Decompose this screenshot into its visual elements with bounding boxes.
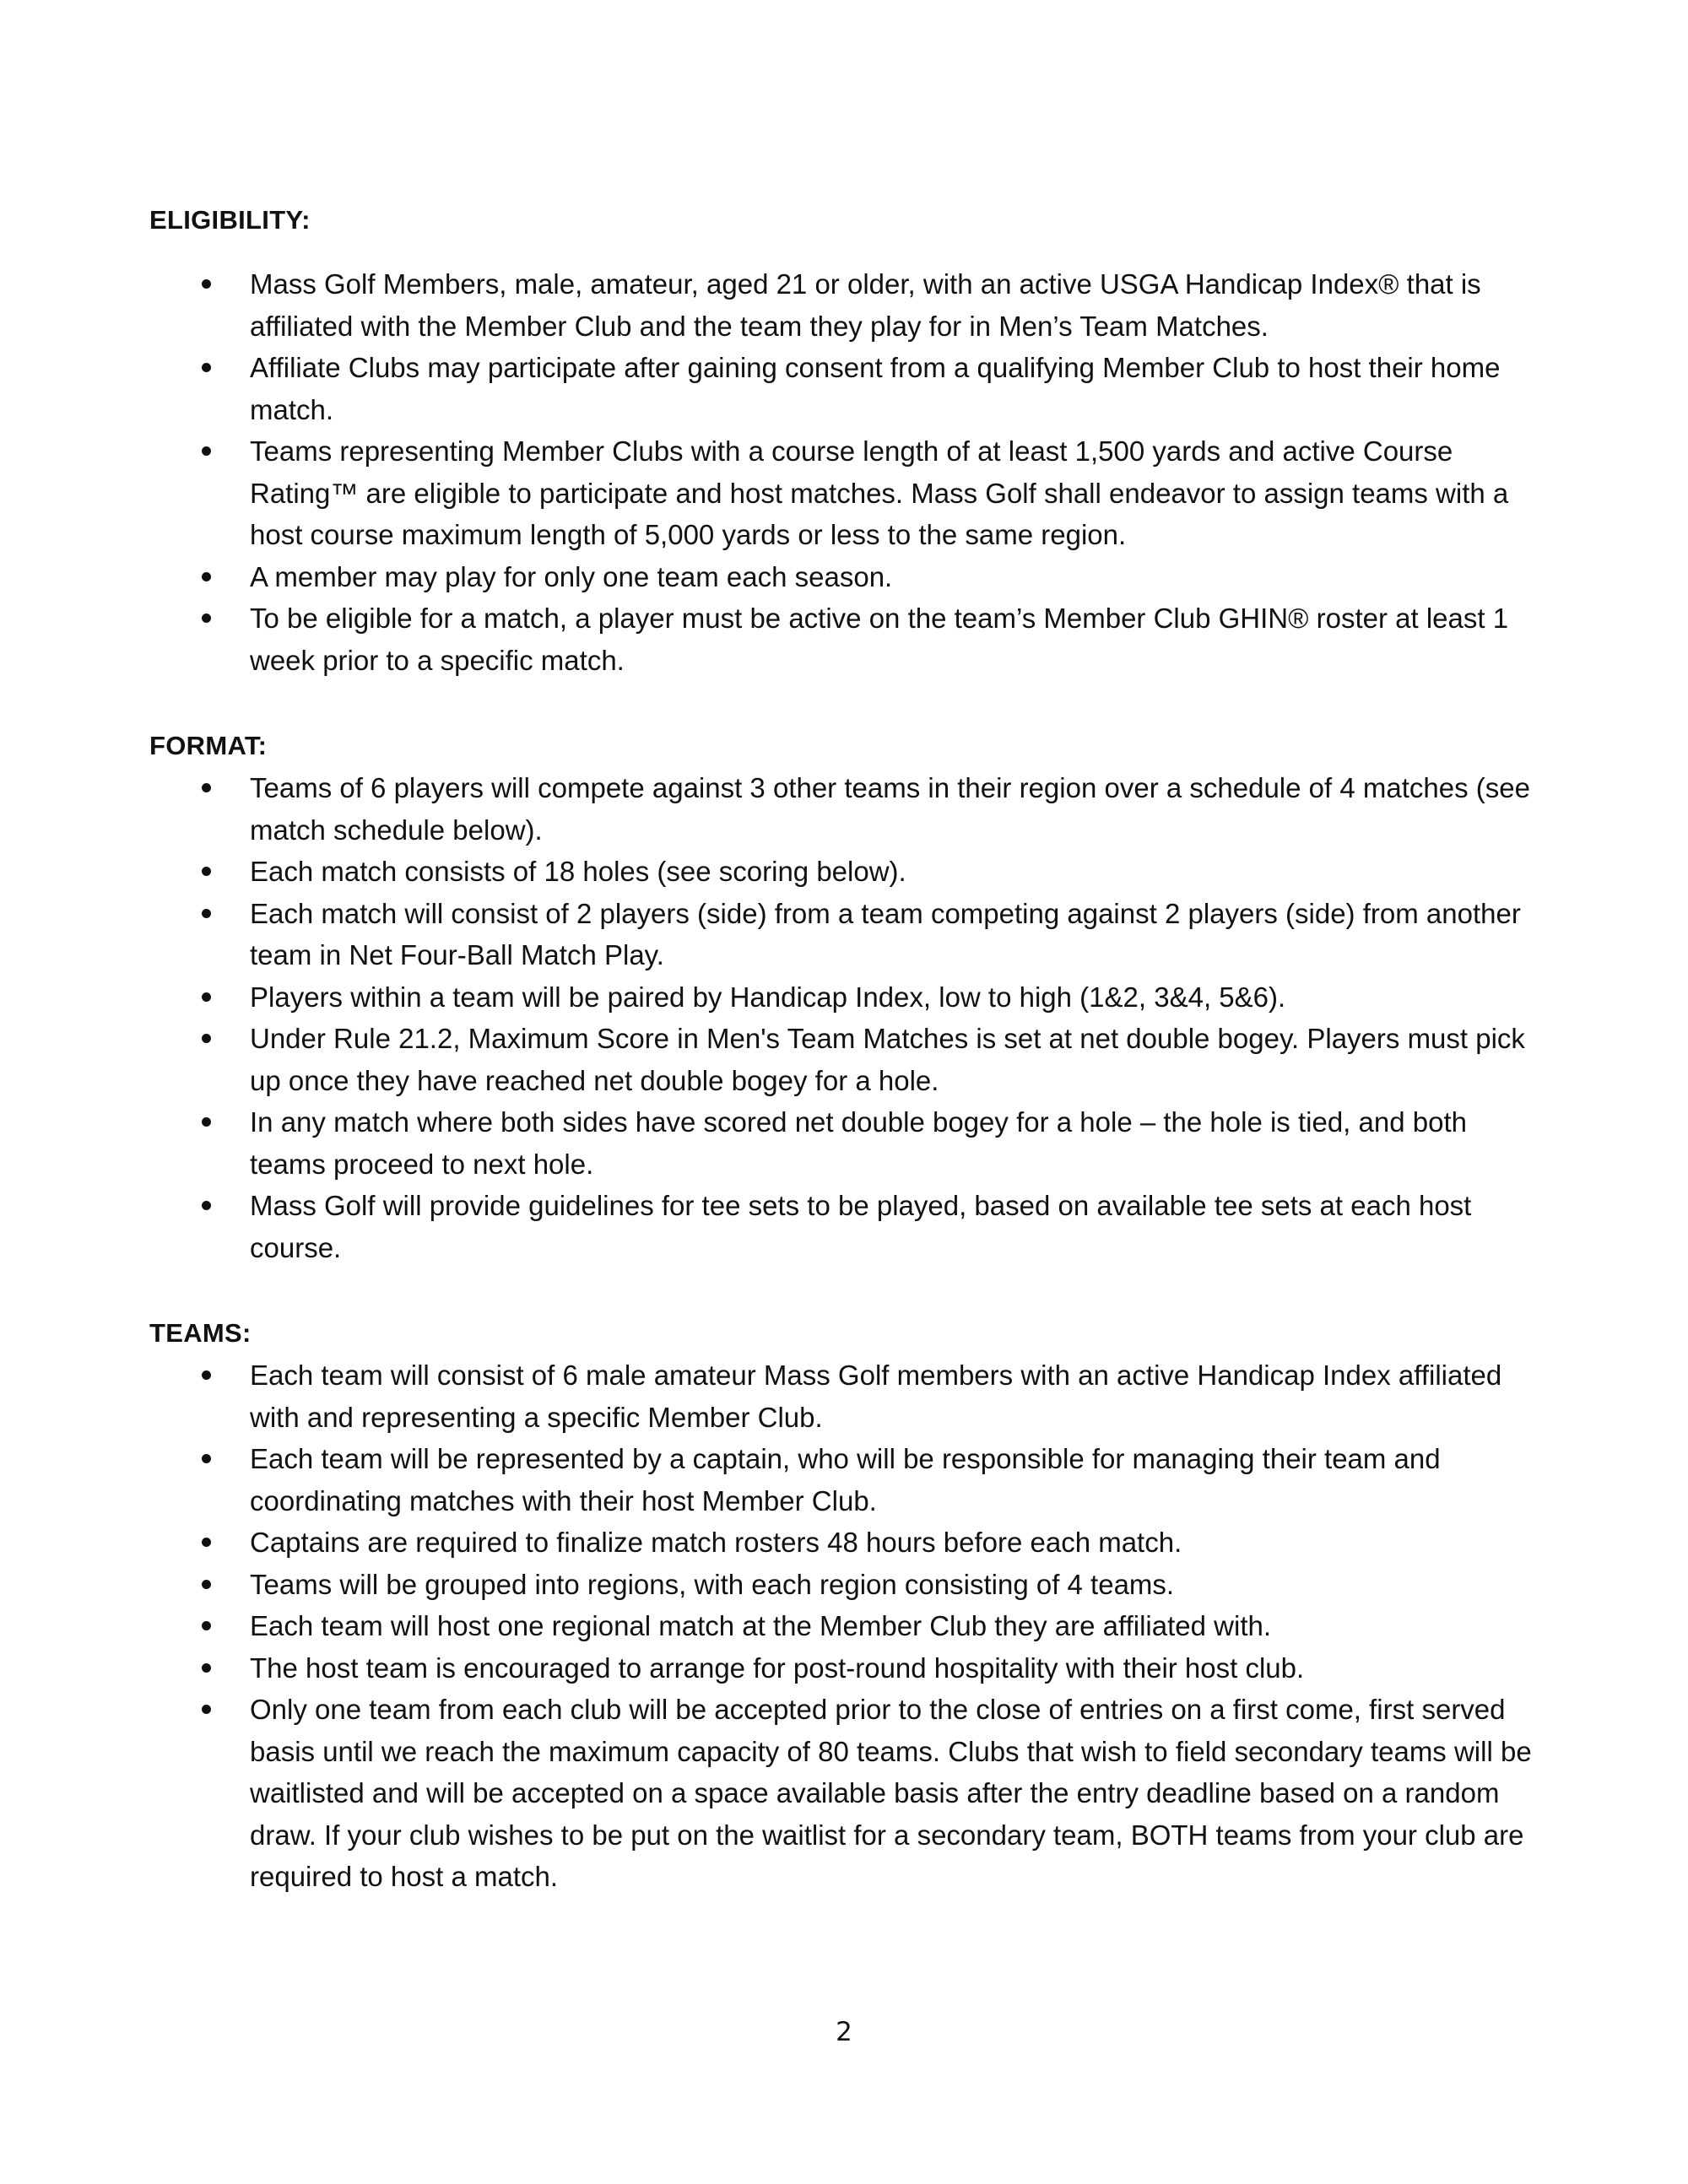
list-item [149,1101,1542,1185]
list-item-text: To be eligible for a match, a player must be active on the team’s Member Club GHIN® roster at least 1 week prior to a specific match. [250,603,1509,676]
page-content [149,199,1542,1898]
list-item-text: Teams will be grouped into regions, with each region consisting of 4 teams. [250,1568,1175,1600]
bullet-icon [202,363,211,372]
list-item [149,347,1542,430]
section-heading: TEAMS: [149,1318,252,1348]
list-item-text: Each team will consist of 6 male amateur Mass Golf members with an active Handicap Index affiliated with and representing a specific Member Club. [250,1360,1502,1433]
list-item-text: Affiliate Clubs may participate after gaining consent from a qualifying Member Club to host their home match. [250,352,1501,425]
list-item [149,851,1542,893]
bullet-icon [202,909,211,918]
bullet-icon [202,1454,211,1463]
list-item [149,1354,1542,1438]
list-item [149,1647,1542,1689]
bullet-icon [202,572,211,581]
bullet-icon [202,1663,211,1673]
list-item-text: Under Rule 21.2, Maximum Score in Men's Team Matches is set at net double bogey. Players must pick up once they have reached net double bogey for a hole. [250,1023,1525,1096]
list-item [149,1522,1542,1564]
list-item-text: Mass Golf Members, male, amateur, aged 21 or older, with an active USGA Handicap Index® that is affiliated with the Member Club and the team they play for in Men’s Team Matches. [250,268,1481,342]
list-item [149,556,1542,598]
list-item [149,1564,1542,1606]
bullet-list [149,1354,1542,1898]
bullet-list [149,767,1542,1268]
section-heading: FORMAT: [149,731,268,760]
list-item-text: Each team will host one regional match at the Member Club they are affiliated with. [250,1610,1272,1641]
page-number: 2 [836,2017,852,2047]
bullet-icon [202,1117,211,1127]
list-item-text: Teams representing Member Clubs with a course length of at least 1,500 yards and active Course Rating™ are eligible to participate and host matches. Mass Golf shall endeavor to assign teams with a host course maximum length of 5,000 yards or less to the same region. [250,435,1509,550]
bullet-icon [202,1034,211,1043]
bullet-icon [202,614,211,623]
bullet-icon [202,1538,211,1547]
section-heading: ELIGIBILITY: [149,205,311,235]
bullet-icon [202,867,211,876]
bullet-icon [202,1370,211,1380]
list-item [149,767,1542,851]
list-item [149,1689,1542,1898]
section-format [149,725,1542,1268]
section-teams [149,1312,1542,1898]
list-item-text: A member may play for only one team each season. [250,560,893,592]
bullet-icon [202,1621,211,1630]
bullet-list [149,263,1542,681]
list-item [149,1438,1542,1522]
list-item-text: Each team will be represented by a captain, who will be responsible for managing their team and coordinating matches with their host Member Club. [250,1443,1441,1516]
list-item [149,597,1542,681]
bullet-icon [202,1580,211,1589]
list-item [149,1605,1542,1647]
list-item [149,893,1542,976]
bullet-icon [202,783,211,792]
list-item-text: In any match where both sides have scored net double bogey for a hole – the hole is tied, and both teams proceed to next hole. [250,1106,1467,1180]
list-item-text: Captains are required to finalize match rosters 48 hours before each match. [250,1527,1182,1558]
bullet-icon [202,279,211,289]
list-item-text: Teams of 6 players will compete against 3 other teams in their region over a schedule of 4 matches (see match schedule below). [250,772,1530,846]
list-item [149,263,1542,347]
section-eligibility [149,199,1542,681]
list-item-text: Each match consists of 18 holes (see scoring below). [250,856,906,887]
list-item-text: The host team is encouraged to arrange for post-round hospitality with their host club. [250,1652,1305,1684]
list-item-text: Mass Golf will provide guidelines for tee sets to be played, based on available tee sets at each host course. [250,1190,1472,1263]
bullet-icon [202,992,211,1002]
list-item [149,1185,1542,1268]
list-item-text: Each match will consist of 2 players (side) from a team competing against 2 players (side) from another team in Net Four-Ball Match Play. [250,897,1521,970]
bullet-icon [202,1201,211,1210]
list-item-text: Only one team from each club will be accepted prior to the close of entries on a first come, first served basis until we reach the maximum capacity of 80 teams. Clubs that wish to field secondary teams will be waitlisted and will be accepted on a space available basis after the entry deadline based on a random draw. If your club wishes to be put on the waitlist for a secondary team, BOTH teams from your club are required to host a match. [250,1694,1532,1892]
list-item [149,430,1542,556]
list-item [149,976,1542,1019]
list-item-text: Players within a team will be paired by Handicap Index, low to high (1&2, 3&4, 5&6). [250,981,1286,1013]
bullet-icon [202,1705,211,1714]
bullet-icon [202,446,211,456]
list-item [149,1018,1542,1101]
